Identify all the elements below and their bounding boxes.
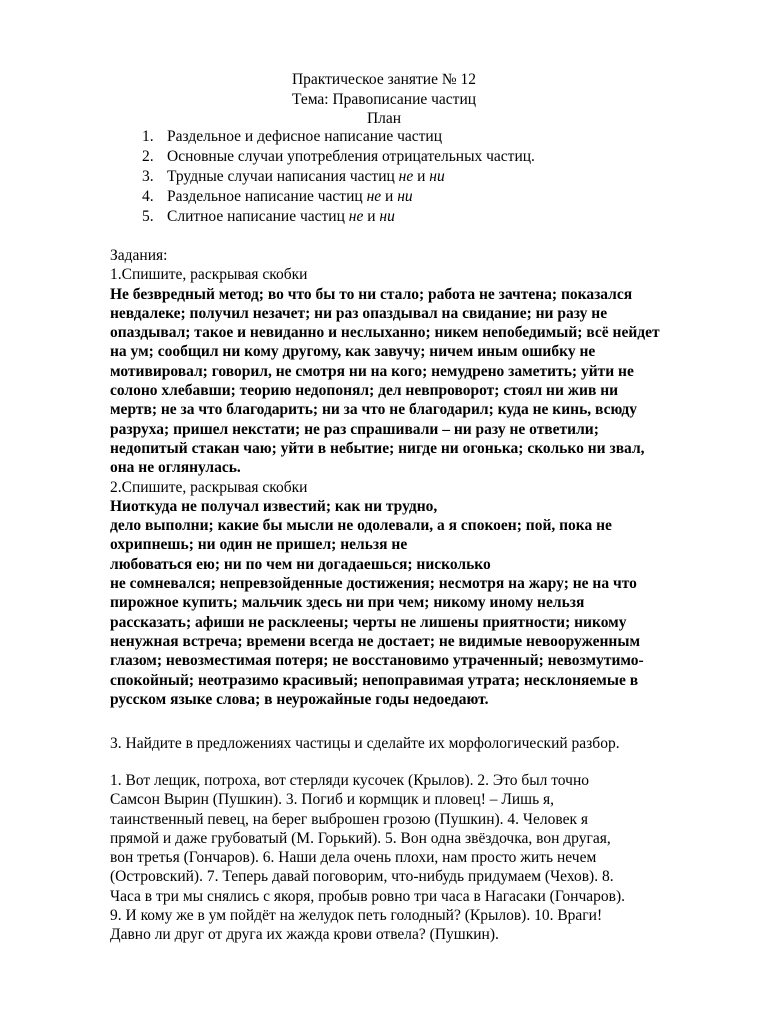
task-2-line: Ниоткуда не получал известий; как ни трудно, <box>110 497 438 515</box>
task-3-line: Самсон Вырин (Пушкин). 3. Погиб и кормщик и пловец! – Лишь я, <box>110 791 555 809</box>
task-2-line: рассказать; афиши не расклеены; черты не лишены приятности; никому <box>110 613 627 631</box>
task-3-line: таинственный певец, на берег выброшен грозою (Пушкин). 4. Человек я <box>110 810 589 828</box>
plan-item: 5. Слитное написание частиц не и ни <box>142 208 395 225</box>
plan-list <box>142 127 535 227</box>
task-3-title: 3. Найдите в предложениях частицы и сделайте их морфологический разбор. <box>110 735 620 752</box>
plan-item: 3. Трудные случаи написания частиц не и ни <box>142 168 445 185</box>
task-3-line: Давно ли друг от друга их жажда крови отвела? (Пушкин). <box>110 926 499 944</box>
task-2-title: 2.Спишите, раскрывая скобки <box>110 478 308 496</box>
task-3-line: вон третья (Гончаров). 6. Наши дела очень плохи, нам просто жить нечем <box>110 849 597 867</box>
task-2-line: спокойный; неотразимо красивый; непоправимая утрата; несклоняемые в <box>110 671 639 689</box>
task-1-line: солоно хлебавши; теорию недопонял; дел невпроворот; стоял ни жив ни <box>110 382 619 400</box>
task-1-line: невдалеке; получил незачет; ни раз опаздывал на свидание; ни разу не <box>110 304 608 322</box>
task-3-line: 1. Вот лещик, потроха, вот стерляди кусочек (Крылов). 2. Это был точно <box>110 772 590 789</box>
task-3-line: прямой и даже грубоватый (М. Горький). 5. Вон одна звёздочка, вон другая, <box>110 829 611 847</box>
tasks-section-1 <box>110 246 720 709</box>
task-2-line: дело выполни; какие бы мысли не одолевали, а я спокоен; пой, пока не <box>110 517 612 535</box>
task-3-line: (Островский). 7. Теперь давай поговорим, что-нибудь придумаем (Чехов). 8. <box>110 868 614 886</box>
task-1-line: разруха; пришел некстати; не раз спрашивали – ни разу не ответили; <box>110 420 599 438</box>
task-1-line: мотивировал; говорил, не смотря ни на кого; немудрено заметить; уйти не <box>110 362 634 380</box>
task-3-text <box>110 771 720 945</box>
task-1-title: 1.Спишите, раскрывая скобки <box>110 266 308 284</box>
task-1-line: она не оглянулась. <box>110 459 241 477</box>
task-2-line: не сомневался; непревзойденные достижения; несмотря на жару; не на что <box>110 575 637 593</box>
plan-item: 4. Раздельное написание частиц не и ни <box>142 188 413 205</box>
task-2-line: глазом; невозместимая потеря; не восстановимо утраченный; невозмутимо- <box>110 652 644 670</box>
tasks-heading: Задания: <box>110 247 168 264</box>
task-1-line: опаздывал; такое и невиданно и неслыханно; никем непобедимый; всё нейдет <box>110 324 660 342</box>
plan-heading: План <box>366 110 402 127</box>
plan-item: 2. Основные случаи употребления отрицательных частиц. <box>142 148 535 165</box>
task-2-line: ненужная встреча; времени всегда не достает; не видимые невооруженным <box>110 632 641 650</box>
task-2-line: охрипнешь; ни один не пришел; нельзя не <box>110 536 408 554</box>
task-3-line: 9. И кому же в ум пойдёт на желудок петь голодный? (Крылов). 10. Враги! <box>110 907 603 925</box>
task-2-line: любоваться ею; ни по чем ни догадаешься; нисколько <box>110 555 491 573</box>
task-2-line: пирожное купить; мальчик здесь ни при чем; никому иному нельзя <box>110 594 585 612</box>
task-1-line: недопитый стакан чаю; уйти в небытие; нигде ни огонька; сколько ни звал, <box>110 439 645 457</box>
task-1-line: Не безвредный метод; во что бы то ни стало; работа не зачтена; показался <box>110 285 633 303</box>
page-title: Практическое занятие № 12 <box>291 71 476 88</box>
task-1-line: на ум; сообщил ни кому другому, как завучу; ничем иным ошибку не <box>110 343 596 361</box>
plan-item: 1. Раздельное и дефисное написание частиц <box>142 128 443 145</box>
task-1-line: мертв; не за что благодарить; ни за что не благодарил; куда не кинь, всюду <box>110 401 637 419</box>
task-3-line: Часа в три мы снялись с якоря, пробыв ровно три часа в Нагасаки (Гончаров). <box>110 887 626 905</box>
task-2-line: русском языке слова; в неурожайные годы недоедают. <box>110 690 489 708</box>
page-topic: Тема: Правописание частиц <box>291 91 477 108</box>
